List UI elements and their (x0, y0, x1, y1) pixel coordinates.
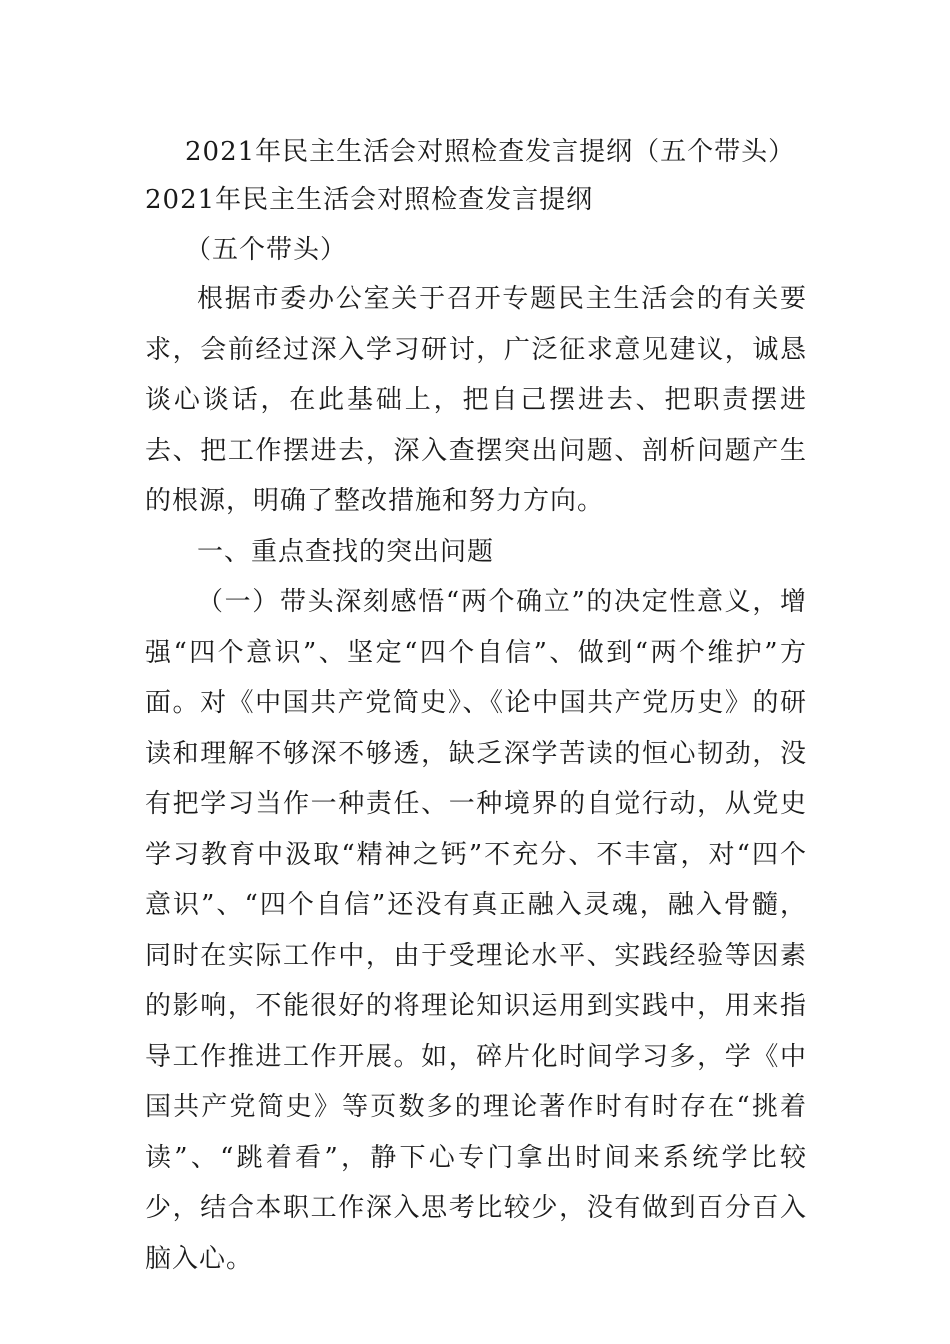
section-heading: 一、重点查找的突出问题 (197, 536, 495, 567)
intro-paragraph: 根据市委办公室关于召开专题民主生活会的有关要求，会前经过深入学习研讨，广泛征求意见建议，诚恳谈心谈话，在此基础上，把自己摆进去、把职责摆进去、把工作摆进去，深入查摆突出问题、剖析问题产生的根源，明确了整改措施和努力方向。 (145, 284, 807, 516)
document-subtitle-main: 2021年民主生活会对照检查发言提纲 (145, 185, 594, 215)
document-title: 2021年民主生活会对照检查发言提纲（五个带头） (185, 137, 796, 167)
document-body (145, 128, 807, 1284)
section-paragraph: （一）带头深刻感悟“两个确立”的决定性意义，增强“四个意识”、坚定“四个自信”、做到“两个维护”方面。对《中国共产党简史》、《论中国共产党历史》的研读和理解不够深不够透，缺乏深学苦读的恒心韧劲，没有把学习当作一种责任、一种境界的自觉行动，从党史 学习教育中汲取“精神之钙”不充分、不丰富，对“四个意识”、“四个自信”还没有真正融入灵魂，融入骨髓，同时在实际工作中，由于受理论水平、实践经验等因素的影响，不能很好的将理论知识运用到实践中，用来指导工作推进工作开展。如，碎片化时间学习多，学《中国共产党简史》等页数多的理论著作时有时存在“挑着读”、“跳着看”，静下心专门拿出时间来系统学比较少，结合本职工作深入思考比较少，没有做到百分百入脑入心。 (145, 587, 807, 1274)
document-subtitle-note: （五个带头） (185, 235, 348, 265)
